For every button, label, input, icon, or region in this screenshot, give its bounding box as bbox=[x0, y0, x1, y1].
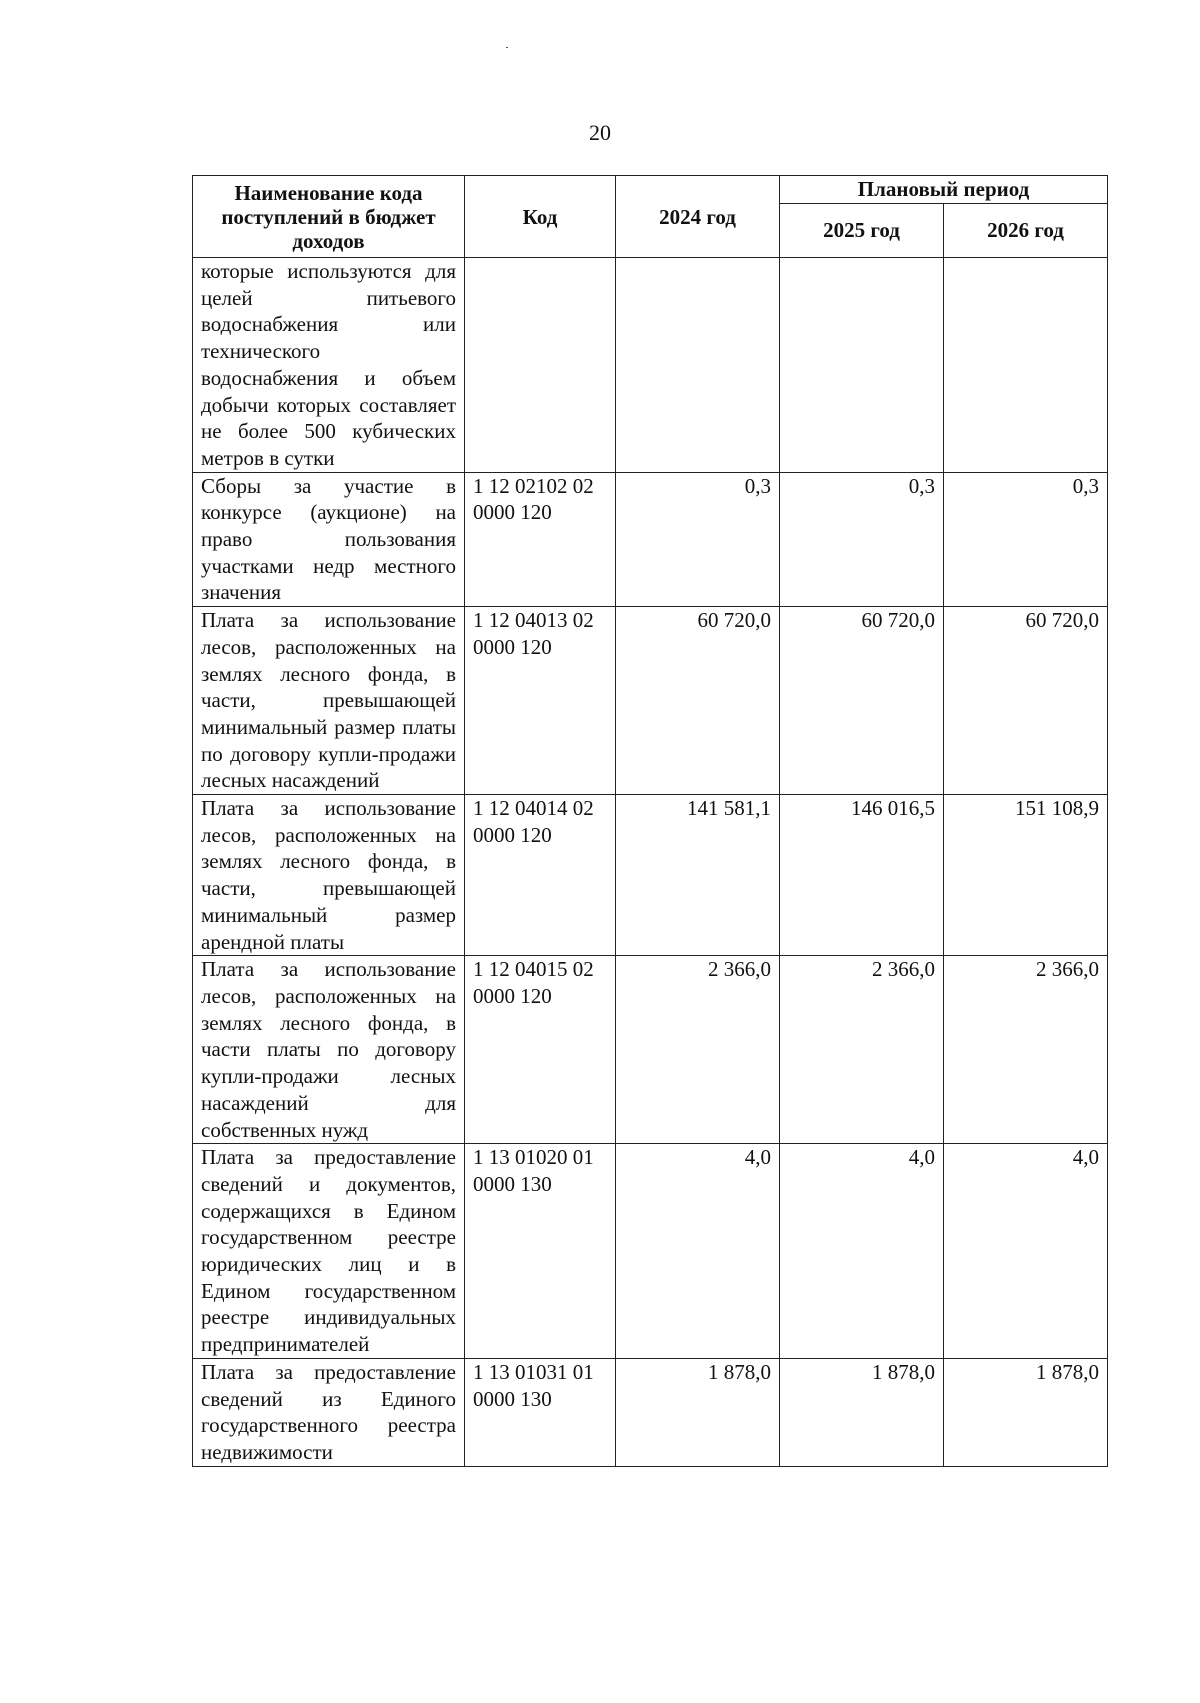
table-row bbox=[193, 795, 1108, 956]
row-name: которые используются для целей питьевого водоснабжения или технического водоснабжения и объем добычи которых составляет не более 500 кубических метров в сутки bbox=[193, 258, 465, 473]
table-row bbox=[193, 956, 1108, 1144]
row-2024: 4,0 bbox=[616, 1144, 780, 1359]
row-2026: 2 366,0 bbox=[944, 956, 1108, 1144]
row-name: Плата за предоставление сведений и документов, содержащихся в Едином государственном реестре юридических лиц и в Едином государственном реестре индивидуальных предпринимателей bbox=[193, 1144, 465, 1359]
row-2025: 1 878,0 bbox=[780, 1358, 944, 1466]
row-2024 bbox=[616, 258, 780, 473]
row-2025: 0,3 bbox=[780, 472, 944, 607]
header-2025: 2025 год bbox=[780, 203, 944, 257]
row-2026: 1 878,0 bbox=[944, 1358, 1108, 1466]
row-2025: 4,0 bbox=[780, 1144, 944, 1359]
row-name: Плата за предоставление сведений из Единого государственного реестра недвижимости bbox=[193, 1358, 465, 1466]
row-code: 1 12 04014 02 0000 120 bbox=[465, 795, 616, 956]
table-row bbox=[193, 258, 1108, 473]
row-code: 1 13 01020 01 0000 130 bbox=[465, 1144, 616, 1359]
header-planned-period: Плановый период bbox=[780, 176, 1108, 204]
scan-speck bbox=[506, 47, 508, 48]
row-2026: 60 720,0 bbox=[944, 607, 1108, 795]
header-name: Наименование кода поступлений в бюджет доходов bbox=[193, 176, 465, 258]
row-code bbox=[465, 258, 616, 473]
header-2024: 2024 год bbox=[616, 176, 780, 258]
table-row bbox=[193, 1358, 1108, 1466]
header-2026: 2026 год bbox=[944, 203, 1108, 257]
row-2024: 60 720,0 bbox=[616, 607, 780, 795]
row-name: Плата за использование лесов, расположенных на землях лесного фонда, в части платы по договору купли-продажи лесных насаждений для собственных нужд bbox=[193, 956, 465, 1144]
row-2025: 2 366,0 bbox=[780, 956, 944, 1144]
row-2025 bbox=[780, 258, 944, 473]
revenue-table bbox=[192, 175, 1108, 1467]
row-name: Плата за использование лесов, расположенных на землях лесного фонда, в части, превышающей минимальный размер платы по договору купли-продажи лесных насаждений bbox=[193, 607, 465, 795]
row-2024: 1 878,0 bbox=[616, 1358, 780, 1466]
row-code: 1 13 01031 01 0000 130 bbox=[465, 1358, 616, 1466]
page-number: 20 bbox=[589, 120, 611, 145]
row-code: 1 12 04013 02 0000 120 bbox=[465, 607, 616, 795]
table-row bbox=[193, 1144, 1108, 1359]
row-name: Плата за использование лесов, расположенных на землях лесного фонда, в части, превышающей минимальный размер арендной платы bbox=[193, 795, 465, 956]
row-2024: 2 366,0 bbox=[616, 956, 780, 1144]
header-code: Код bbox=[465, 176, 616, 258]
row-2024: 141 581,1 bbox=[616, 795, 780, 956]
row-2026: 151 108,9 bbox=[944, 795, 1108, 956]
row-2026: 4,0 bbox=[944, 1144, 1108, 1359]
header-row-1 bbox=[193, 176, 1108, 204]
row-name: Сборы за участие в конкурсе (аукционе) на право пользования участками недр местного значения bbox=[193, 472, 465, 607]
row-2025: 60 720,0 bbox=[780, 607, 944, 795]
row-code: 1 12 04015 02 0000 120 bbox=[465, 956, 616, 1144]
row-2025: 146 016,5 bbox=[780, 795, 944, 956]
row-2024: 0,3 bbox=[616, 472, 780, 607]
table-row bbox=[193, 607, 1108, 795]
row-2026 bbox=[944, 258, 1108, 473]
row-code: 1 12 02102 02 0000 120 bbox=[465, 472, 616, 607]
row-2026: 0,3 bbox=[944, 472, 1108, 607]
table-row bbox=[193, 472, 1108, 607]
